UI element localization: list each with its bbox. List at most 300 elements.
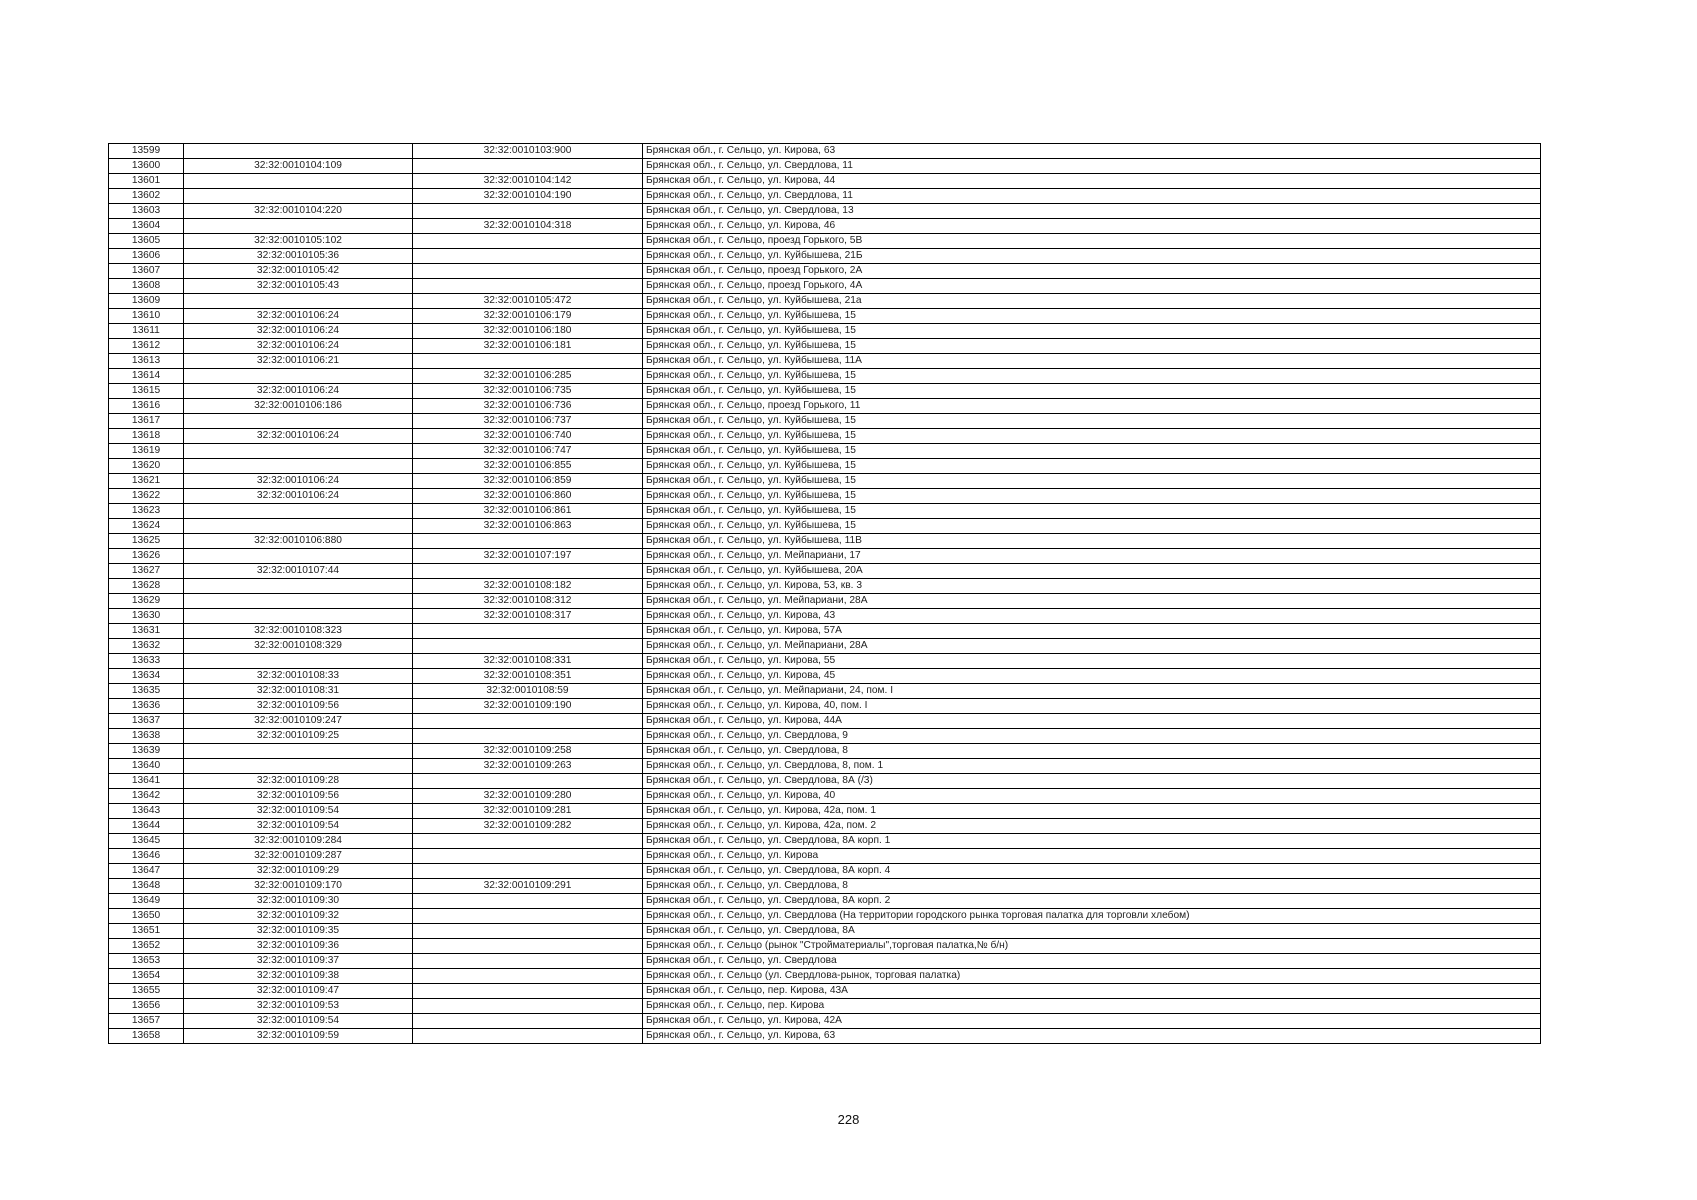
table-row (109, 834, 1541, 849)
row-number-cell: 13656 (109, 999, 184, 1014)
parcel-number-cell (413, 729, 643, 744)
cadastral-number-cell: 32:32:0010106:24 (184, 429, 413, 444)
row-number-cell: 13603 (109, 204, 184, 219)
parcel-number-cell (413, 204, 643, 219)
parcel-number-cell: 32:32:0010108:182 (413, 579, 643, 594)
parcel-number-cell (413, 534, 643, 549)
row-number-cell: 13609 (109, 294, 184, 309)
parcel-number-cell (413, 909, 643, 924)
row-number-cell: 13647 (109, 864, 184, 879)
table-row (109, 669, 1541, 684)
address-cell: Брянская обл., г. Сельцо, ул. Свердлова, 8 (643, 879, 1541, 894)
address-cell: Брянская обл., г. Сельцо, ул. Кирова (643, 849, 1541, 864)
cadastral-number-cell: 32:32:0010109:54 (184, 1014, 413, 1029)
cadastral-number-cell: 32:32:0010106:24 (184, 474, 413, 489)
address-cell: Брянская обл., г. Сельцо, ул. Свердлова, 8А корп. 4 (643, 864, 1541, 879)
row-number-cell: 13621 (109, 474, 184, 489)
address-cell: Брянская обл., г. Сельцо, ул. Мейпариани, 28А (643, 594, 1541, 609)
parcel-number-cell: 32:32:0010106:181 (413, 339, 643, 354)
address-cell: Брянская обл., г. Сельцо, ул. Куйбышева, 15 (643, 339, 1541, 354)
address-cell: Брянская обл., г. Сельцо, ул. Свердлова (На территории городского рынка торговая палатка для торговли хлебом) (643, 909, 1541, 924)
row-number-cell: 13618 (109, 429, 184, 444)
cadastral-number-cell: 32:32:0010106:24 (184, 384, 413, 399)
row-number-cell: 13629 (109, 594, 184, 609)
address-cell: Брянская обл., г. Сельцо, пер. Кирова, 43А (643, 984, 1541, 999)
row-number-cell: 13607 (109, 264, 184, 279)
address-cell: Брянская обл., г. Сельцо, ул. Куйбышева, 15 (643, 444, 1541, 459)
parcel-number-cell: 32:32:0010106:860 (413, 489, 643, 504)
parcel-number-cell: 32:32:0010108:312 (413, 594, 643, 609)
address-cell: Брянская обл., г. Сельцо (рынок "Стройматериалы",торговая палатка,№ б/н) (643, 939, 1541, 954)
address-cell: Брянская обл., г. Сельцо, ул. Кирова, 44А (643, 714, 1541, 729)
parcel-number-cell: 32:32:0010108:59 (413, 684, 643, 699)
address-cell: Брянская обл., г. Сельцо, ул. Куйбышева, 15 (643, 324, 1541, 339)
address-cell: Брянская обл., г. Сельцо, ул. Кирова, 45 (643, 669, 1541, 684)
row-number-cell: 13657 (109, 1014, 184, 1029)
table-row (109, 999, 1541, 1014)
cadastral-number-cell: 32:32:0010105:42 (184, 264, 413, 279)
cadastral-number-cell (184, 294, 413, 309)
row-number-cell: 13622 (109, 489, 184, 504)
table-row (109, 879, 1541, 894)
table-row (109, 204, 1541, 219)
cadastral-number-cell: 32:32:0010109:29 (184, 864, 413, 879)
parcel-number-cell: 32:32:0010106:180 (413, 324, 643, 339)
row-number-cell: 13627 (109, 564, 184, 579)
address-cell: Брянская обл., г. Сельцо, ул. Свердлова, 8А (/3) (643, 774, 1541, 789)
parcel-number-cell (413, 279, 643, 294)
parcel-number-cell: 32:32:0010106:747 (413, 444, 643, 459)
table-row (109, 744, 1541, 759)
parcel-number-cell: 32:32:0010106:740 (413, 429, 643, 444)
row-number-cell: 13654 (109, 969, 184, 984)
cadastral-number-cell: 32:32:0010109:287 (184, 849, 413, 864)
parcel-number-cell: 32:32:0010104:142 (413, 174, 643, 189)
cadastral-number-cell: 32:32:0010105:36 (184, 249, 413, 264)
address-cell: Брянская обл., г. Сельцо, ул. Кирова, 55 (643, 654, 1541, 669)
cadastral-number-cell (184, 549, 413, 564)
address-cell: Брянская обл., г. Сельцо, ул. Куйбышева, 11А (643, 354, 1541, 369)
table-row (109, 144, 1541, 159)
row-number-cell: 13606 (109, 249, 184, 264)
cadastral-number-cell: 32:32:0010106:186 (184, 399, 413, 414)
cadastral-number-cell: 32:32:0010106:21 (184, 354, 413, 369)
parcel-number-cell: 32:32:0010109:263 (413, 759, 643, 774)
cadastral-number-cell: 32:32:0010109:53 (184, 999, 413, 1014)
cadastral-number-cell: 32:32:0010105:43 (184, 279, 413, 294)
parcel-number-cell (413, 159, 643, 174)
cadastral-number-cell (184, 759, 413, 774)
cadastral-number-cell: 32:32:0010108:323 (184, 624, 413, 639)
parcel-number-cell: 32:32:0010106:735 (413, 384, 643, 399)
table-row (109, 984, 1541, 999)
row-number-cell: 13612 (109, 339, 184, 354)
cadastral-number-cell (184, 189, 413, 204)
cadastral-number-cell (184, 459, 413, 474)
cadastral-number-cell: 32:32:0010108:31 (184, 684, 413, 699)
cadastral-number-cell (184, 654, 413, 669)
cadastral-register-table (108, 143, 1541, 1044)
parcel-number-cell (413, 999, 643, 1014)
cadastral-number-cell (184, 519, 413, 534)
cadastral-number-cell: 32:32:0010109:28 (184, 774, 413, 789)
table-row (109, 309, 1541, 324)
table-row (109, 474, 1541, 489)
cadastral-number-cell (184, 144, 413, 159)
row-number-cell: 13613 (109, 354, 184, 369)
table-row (109, 429, 1541, 444)
row-number-cell: 13608 (109, 279, 184, 294)
address-cell: Брянская обл., г. Сельцо, ул. Куйбышева, 15 (643, 459, 1541, 474)
table-row (109, 849, 1541, 864)
address-cell: Брянская обл., г. Сельцо, ул. Куйбышева, 15 (643, 474, 1541, 489)
table-row (109, 339, 1541, 354)
row-number-cell: 13644 (109, 819, 184, 834)
parcel-number-cell (413, 264, 643, 279)
table-row (109, 774, 1541, 789)
address-cell: Брянская обл., г. Сельцо, ул. Кирова, 42а, пом. 1 (643, 804, 1541, 819)
parcel-number-cell (413, 864, 643, 879)
row-number-cell: 13616 (109, 399, 184, 414)
table-row (109, 954, 1541, 969)
address-cell: Брянская обл., г. Сельцо, ул. Свердлова, 13 (643, 204, 1541, 219)
cadastral-number-cell (184, 579, 413, 594)
address-cell: Брянская обл., г. Сельцо, ул. Куйбышева, 15 (643, 384, 1541, 399)
row-number-cell: 13619 (109, 444, 184, 459)
address-cell: Брянская обл., г. Сельцо, ул. Куйбышева, 15 (643, 519, 1541, 534)
row-number-cell: 13623 (109, 504, 184, 519)
address-cell: Брянская обл., г. Сельцо, ул. Свердлова, 11 (643, 159, 1541, 174)
cadastral-number-cell: 32:32:0010109:284 (184, 834, 413, 849)
cadastral-number-cell: 32:32:0010109:37 (184, 954, 413, 969)
cadastral-number-cell: 32:32:0010106:24 (184, 324, 413, 339)
parcel-number-cell: 32:32:0010106:861 (413, 504, 643, 519)
row-number-cell: 13642 (109, 789, 184, 804)
row-number-cell: 13620 (109, 459, 184, 474)
row-number-cell: 13605 (109, 234, 184, 249)
cadastral-number-cell: 32:32:0010108:329 (184, 639, 413, 654)
table-row (109, 294, 1541, 309)
parcel-number-cell: 32:32:0010106:859 (413, 474, 643, 489)
address-cell: Брянская обл., г. Сельцо, ул. Мейпариани, 17 (643, 549, 1541, 564)
address-cell: Брянская обл., г. Сельцо, ул. Кирова, 63 (643, 1029, 1541, 1044)
parcel-number-cell (413, 234, 643, 249)
cadastral-number-cell: 32:32:0010109:170 (184, 879, 413, 894)
table-row (109, 504, 1541, 519)
row-number-cell: 13636 (109, 699, 184, 714)
table-row (109, 549, 1541, 564)
row-number-cell: 13628 (109, 579, 184, 594)
row-number-cell: 13611 (109, 324, 184, 339)
table-row (109, 1029, 1541, 1044)
parcel-number-cell: 32:32:0010106:855 (413, 459, 643, 474)
cadastral-number-cell: 32:32:0010109:25 (184, 729, 413, 744)
table-row (109, 189, 1541, 204)
table-row (109, 579, 1541, 594)
table-row (109, 519, 1541, 534)
parcel-number-cell (413, 639, 643, 654)
address-cell: Брянская обл., г. Сельцо, ул. Куйбышева, 11В (643, 534, 1541, 549)
row-number-cell: 13643 (109, 804, 184, 819)
table-row (109, 639, 1541, 654)
row-number-cell: 13658 (109, 1029, 184, 1044)
cadastral-number-cell (184, 444, 413, 459)
table-row (109, 654, 1541, 669)
table-row (109, 894, 1541, 909)
row-number-cell: 13617 (109, 414, 184, 429)
cadastral-number-cell: 32:32:0010109:35 (184, 924, 413, 939)
row-number-cell: 13615 (109, 384, 184, 399)
address-cell: Брянская обл., г. Сельцо, пер. Кирова (643, 999, 1541, 1014)
address-cell: Брянская обл., г. Сельцо, ул. Свердлова, 8А (643, 924, 1541, 939)
parcel-number-cell: 32:32:0010109:281 (413, 804, 643, 819)
cadastral-number-cell: 32:32:0010109:36 (184, 939, 413, 954)
row-number-cell: 13631 (109, 624, 184, 639)
cadastral-number-cell: 32:32:0010109:38 (184, 969, 413, 984)
table-row (109, 819, 1541, 834)
cadastral-number-cell: 32:32:0010109:47 (184, 984, 413, 999)
table-row (109, 399, 1541, 414)
row-number-cell: 13632 (109, 639, 184, 654)
address-cell: Брянская обл., г. Сельцо (ул. Свердлова-рынок, торговая палатка) (643, 969, 1541, 984)
table-row (109, 444, 1541, 459)
cadastral-number-cell: 32:32:0010109:30 (184, 894, 413, 909)
parcel-number-cell: 32:32:0010104:190 (413, 189, 643, 204)
table-row (109, 249, 1541, 264)
table-row (109, 969, 1541, 984)
row-number-cell: 13648 (109, 879, 184, 894)
parcel-number-cell: 32:32:0010109:282 (413, 819, 643, 834)
address-cell: Брянская обл., г. Сельцо, ул. Кирова, 46 (643, 219, 1541, 234)
address-cell: Брянская обл., г. Сельцо, ул. Кирова, 63 (643, 144, 1541, 159)
parcel-number-cell (413, 714, 643, 729)
parcel-number-cell (413, 849, 643, 864)
table-row (109, 1014, 1541, 1029)
row-number-cell: 13630 (109, 609, 184, 624)
row-number-cell: 13655 (109, 984, 184, 999)
table-row (109, 564, 1541, 579)
row-number-cell: 13626 (109, 549, 184, 564)
row-number-cell: 13633 (109, 654, 184, 669)
table-row (109, 699, 1541, 714)
address-cell: Брянская обл., г. Сельцо, ул. Куйбышева, 21Б (643, 249, 1541, 264)
row-number-cell: 13640 (109, 759, 184, 774)
row-number-cell: 13634 (109, 669, 184, 684)
address-cell: Брянская обл., г. Сельцо, ул. Свердлова, 8А корп. 1 (643, 834, 1541, 849)
table-row (109, 789, 1541, 804)
table-row (109, 864, 1541, 879)
row-number-cell: 13649 (109, 894, 184, 909)
address-cell: Брянская обл., г. Сельцо, ул. Кирова, 40, пом. I (643, 699, 1541, 714)
row-number-cell: 13635 (109, 684, 184, 699)
row-number-cell: 13641 (109, 774, 184, 789)
parcel-number-cell (413, 954, 643, 969)
row-number-cell: 13602 (109, 189, 184, 204)
cadastral-number-cell (184, 174, 413, 189)
parcel-number-cell (413, 894, 643, 909)
cadastral-number-cell: 32:32:0010109:32 (184, 909, 413, 924)
parcel-number-cell (413, 774, 643, 789)
cadastral-number-cell: 32:32:0010109:54 (184, 804, 413, 819)
cadastral-number-cell: 32:32:0010109:54 (184, 819, 413, 834)
address-cell: Брянская обл., г. Сельцо, ул. Куйбышева, 20А (643, 564, 1541, 579)
table-row (109, 714, 1541, 729)
address-cell: Брянская обл., г. Сельцо, проезд Горького, 2А (643, 264, 1541, 279)
cadastral-number-cell: 32:32:0010109:56 (184, 699, 413, 714)
parcel-number-cell: 32:32:0010108:317 (413, 609, 643, 624)
address-cell: Брянская обл., г. Сельцо, проезд Горького, 4А (643, 279, 1541, 294)
row-number-cell: 13604 (109, 219, 184, 234)
table-row (109, 174, 1541, 189)
parcel-number-cell (413, 924, 643, 939)
parcel-number-cell: 32:32:0010106:863 (413, 519, 643, 534)
parcel-number-cell (413, 984, 643, 999)
parcel-number-cell: 32:32:0010103:900 (413, 144, 643, 159)
parcel-number-cell: 32:32:0010109:258 (413, 744, 643, 759)
address-cell: Брянская обл., г. Сельцо, проезд Горького, 11 (643, 399, 1541, 414)
address-cell: Брянская обл., г. Сельцо, ул. Свердлова, 9 (643, 729, 1541, 744)
cadastral-number-cell: 32:32:0010106:880 (184, 534, 413, 549)
address-cell: Брянская обл., г. Сельцо, ул. Куйбышева, 15 (643, 309, 1541, 324)
parcel-number-cell: 32:32:0010108:351 (413, 669, 643, 684)
parcel-number-cell: 32:32:0010107:197 (413, 549, 643, 564)
table-row (109, 324, 1541, 339)
parcel-number-cell: 32:32:0010105:472 (413, 294, 643, 309)
row-number-cell: 13653 (109, 954, 184, 969)
table-row (109, 534, 1541, 549)
table-row (109, 684, 1541, 699)
cadastral-number-cell (184, 609, 413, 624)
parcel-number-cell: 32:32:0010109:280 (413, 789, 643, 804)
table-row (109, 369, 1541, 384)
parcel-number-cell (413, 834, 643, 849)
table-row (109, 594, 1541, 609)
row-number-cell: 13646 (109, 849, 184, 864)
parcel-number-cell (413, 1029, 643, 1044)
table-row (109, 804, 1541, 819)
parcel-number-cell: 32:32:0010109:190 (413, 699, 643, 714)
cadastral-number-cell: 32:32:0010107:44 (184, 564, 413, 579)
address-cell: Брянская обл., г. Сельцо, ул. Свердлова, 8 (643, 744, 1541, 759)
address-cell: Брянская обл., г. Сельцо, ул. Свердлова (643, 954, 1541, 969)
cadastral-number-cell (184, 504, 413, 519)
parcel-number-cell (413, 939, 643, 954)
table-row (109, 234, 1541, 249)
cadastral-number-cell (184, 369, 413, 384)
row-number-cell: 13652 (109, 939, 184, 954)
table-row (109, 489, 1541, 504)
address-cell: Брянская обл., г. Сельцо, ул. Кирова, 43 (643, 609, 1541, 624)
parcel-number-cell: 32:32:0010106:737 (413, 414, 643, 429)
address-cell: Брянская обл., г. Сельцо, ул. Кирова, 44 (643, 174, 1541, 189)
parcel-number-cell: 32:32:0010106:285 (413, 369, 643, 384)
address-cell: Брянская обл., г. Сельцо, ул. Куйбышева, 21а (643, 294, 1541, 309)
parcel-number-cell (413, 249, 643, 264)
parcel-number-cell (413, 1014, 643, 1029)
row-number-cell: 13650 (109, 909, 184, 924)
cadastral-number-cell: 32:32:0010106:24 (184, 339, 413, 354)
page-number: 228 (837, 1112, 860, 1127)
address-cell: Брянская обл., г. Сельцо, ул. Кирова, 42А (643, 1014, 1541, 1029)
table-row (109, 279, 1541, 294)
row-number-cell: 13601 (109, 174, 184, 189)
address-cell: Брянская обл., г. Сельцо, ул. Кирова, 53, кв. 3 (643, 579, 1541, 594)
address-cell: Брянская обл., г. Сельцо, ул. Куйбышева, 15 (643, 369, 1541, 384)
table-row (109, 924, 1541, 939)
row-number-cell: 13638 (109, 729, 184, 744)
parcel-number-cell (413, 354, 643, 369)
cadastral-number-cell (184, 414, 413, 429)
table-row (109, 909, 1541, 924)
row-number-cell: 13639 (109, 744, 184, 759)
row-number-cell: 13610 (109, 309, 184, 324)
table-row (109, 414, 1541, 429)
parcel-number-cell: 32:32:0010104:318 (413, 219, 643, 234)
address-cell: Брянская обл., г. Сельцо, ул. Свердлова, 8, пом. 1 (643, 759, 1541, 774)
table-row (109, 609, 1541, 624)
table-row (109, 939, 1541, 954)
cadastral-number-cell: 32:32:0010105:102 (184, 234, 413, 249)
parcel-number-cell: 32:32:0010106:736 (413, 399, 643, 414)
table-row (109, 159, 1541, 174)
parcel-number-cell (413, 969, 643, 984)
cadastral-number-cell: 32:32:0010109:247 (184, 714, 413, 729)
address-cell: Брянская обл., г. Сельцо, ул. Мейпариани, 24, пом. I (643, 684, 1541, 699)
parcel-number-cell: 32:32:0010108:331 (413, 654, 643, 669)
row-number-cell: 13651 (109, 924, 184, 939)
cadastral-number-cell: 32:32:0010109:59 (184, 1029, 413, 1044)
table-row (109, 729, 1541, 744)
cadastral-number-cell: 32:32:0010109:56 (184, 789, 413, 804)
row-number-cell: 13624 (109, 519, 184, 534)
parcel-number-cell (413, 564, 643, 579)
address-cell: Брянская обл., г. Сельцо, ул. Куйбышева, 15 (643, 489, 1541, 504)
address-cell: Брянская обл., г. Сельцо, ул. Свердлова, 8А корп. 2 (643, 894, 1541, 909)
cadastral-number-cell (184, 744, 413, 759)
table-row (109, 264, 1541, 279)
parcel-number-cell: 32:32:0010109:291 (413, 879, 643, 894)
cadastral-number-cell: 32:32:0010104:109 (184, 159, 413, 174)
cadastral-number-cell: 32:32:0010106:24 (184, 489, 413, 504)
address-cell: Брянская обл., г. Сельцо, ул. Свердлова, 11 (643, 189, 1541, 204)
address-cell: Брянская обл., г. Сельцо, ул. Куйбышева, 15 (643, 414, 1541, 429)
row-number-cell: 13625 (109, 534, 184, 549)
address-cell: Брянская обл., г. Сельцо, ул. Кирова, 42а, пом. 2 (643, 819, 1541, 834)
address-cell: Брянская обл., г. Сельцо, ул. Кирова, 57А (643, 624, 1541, 639)
row-number-cell: 13600 (109, 159, 184, 174)
address-cell: Брянская обл., г. Сельцо, ул. Куйбышева, 15 (643, 504, 1541, 519)
cadastral-number-cell: 32:32:0010104:220 (184, 204, 413, 219)
cadastral-number-cell: 32:32:0010106:24 (184, 309, 413, 324)
row-number-cell: 13599 (109, 144, 184, 159)
row-number-cell: 13645 (109, 834, 184, 849)
address-cell: Брянская обл., г. Сельцо, проезд Горького, 5В (643, 234, 1541, 249)
cadastral-number-cell (184, 219, 413, 234)
parcel-number-cell (413, 624, 643, 639)
table-row (109, 759, 1541, 774)
table-row (109, 354, 1541, 369)
address-cell: Брянская обл., г. Сельцо, ул. Кирова, 40 (643, 789, 1541, 804)
parcel-number-cell: 32:32:0010106:179 (413, 309, 643, 324)
table-row (109, 384, 1541, 399)
address-cell: Брянская обл., г. Сельцо, ул. Куйбышева, 15 (643, 429, 1541, 444)
table-row (109, 459, 1541, 474)
table-row (109, 624, 1541, 639)
table-row (109, 219, 1541, 234)
address-cell: Брянская обл., г. Сельцо, ул. Мейпариани, 28А (643, 639, 1541, 654)
row-number-cell: 13614 (109, 369, 184, 384)
row-number-cell: 13637 (109, 714, 184, 729)
